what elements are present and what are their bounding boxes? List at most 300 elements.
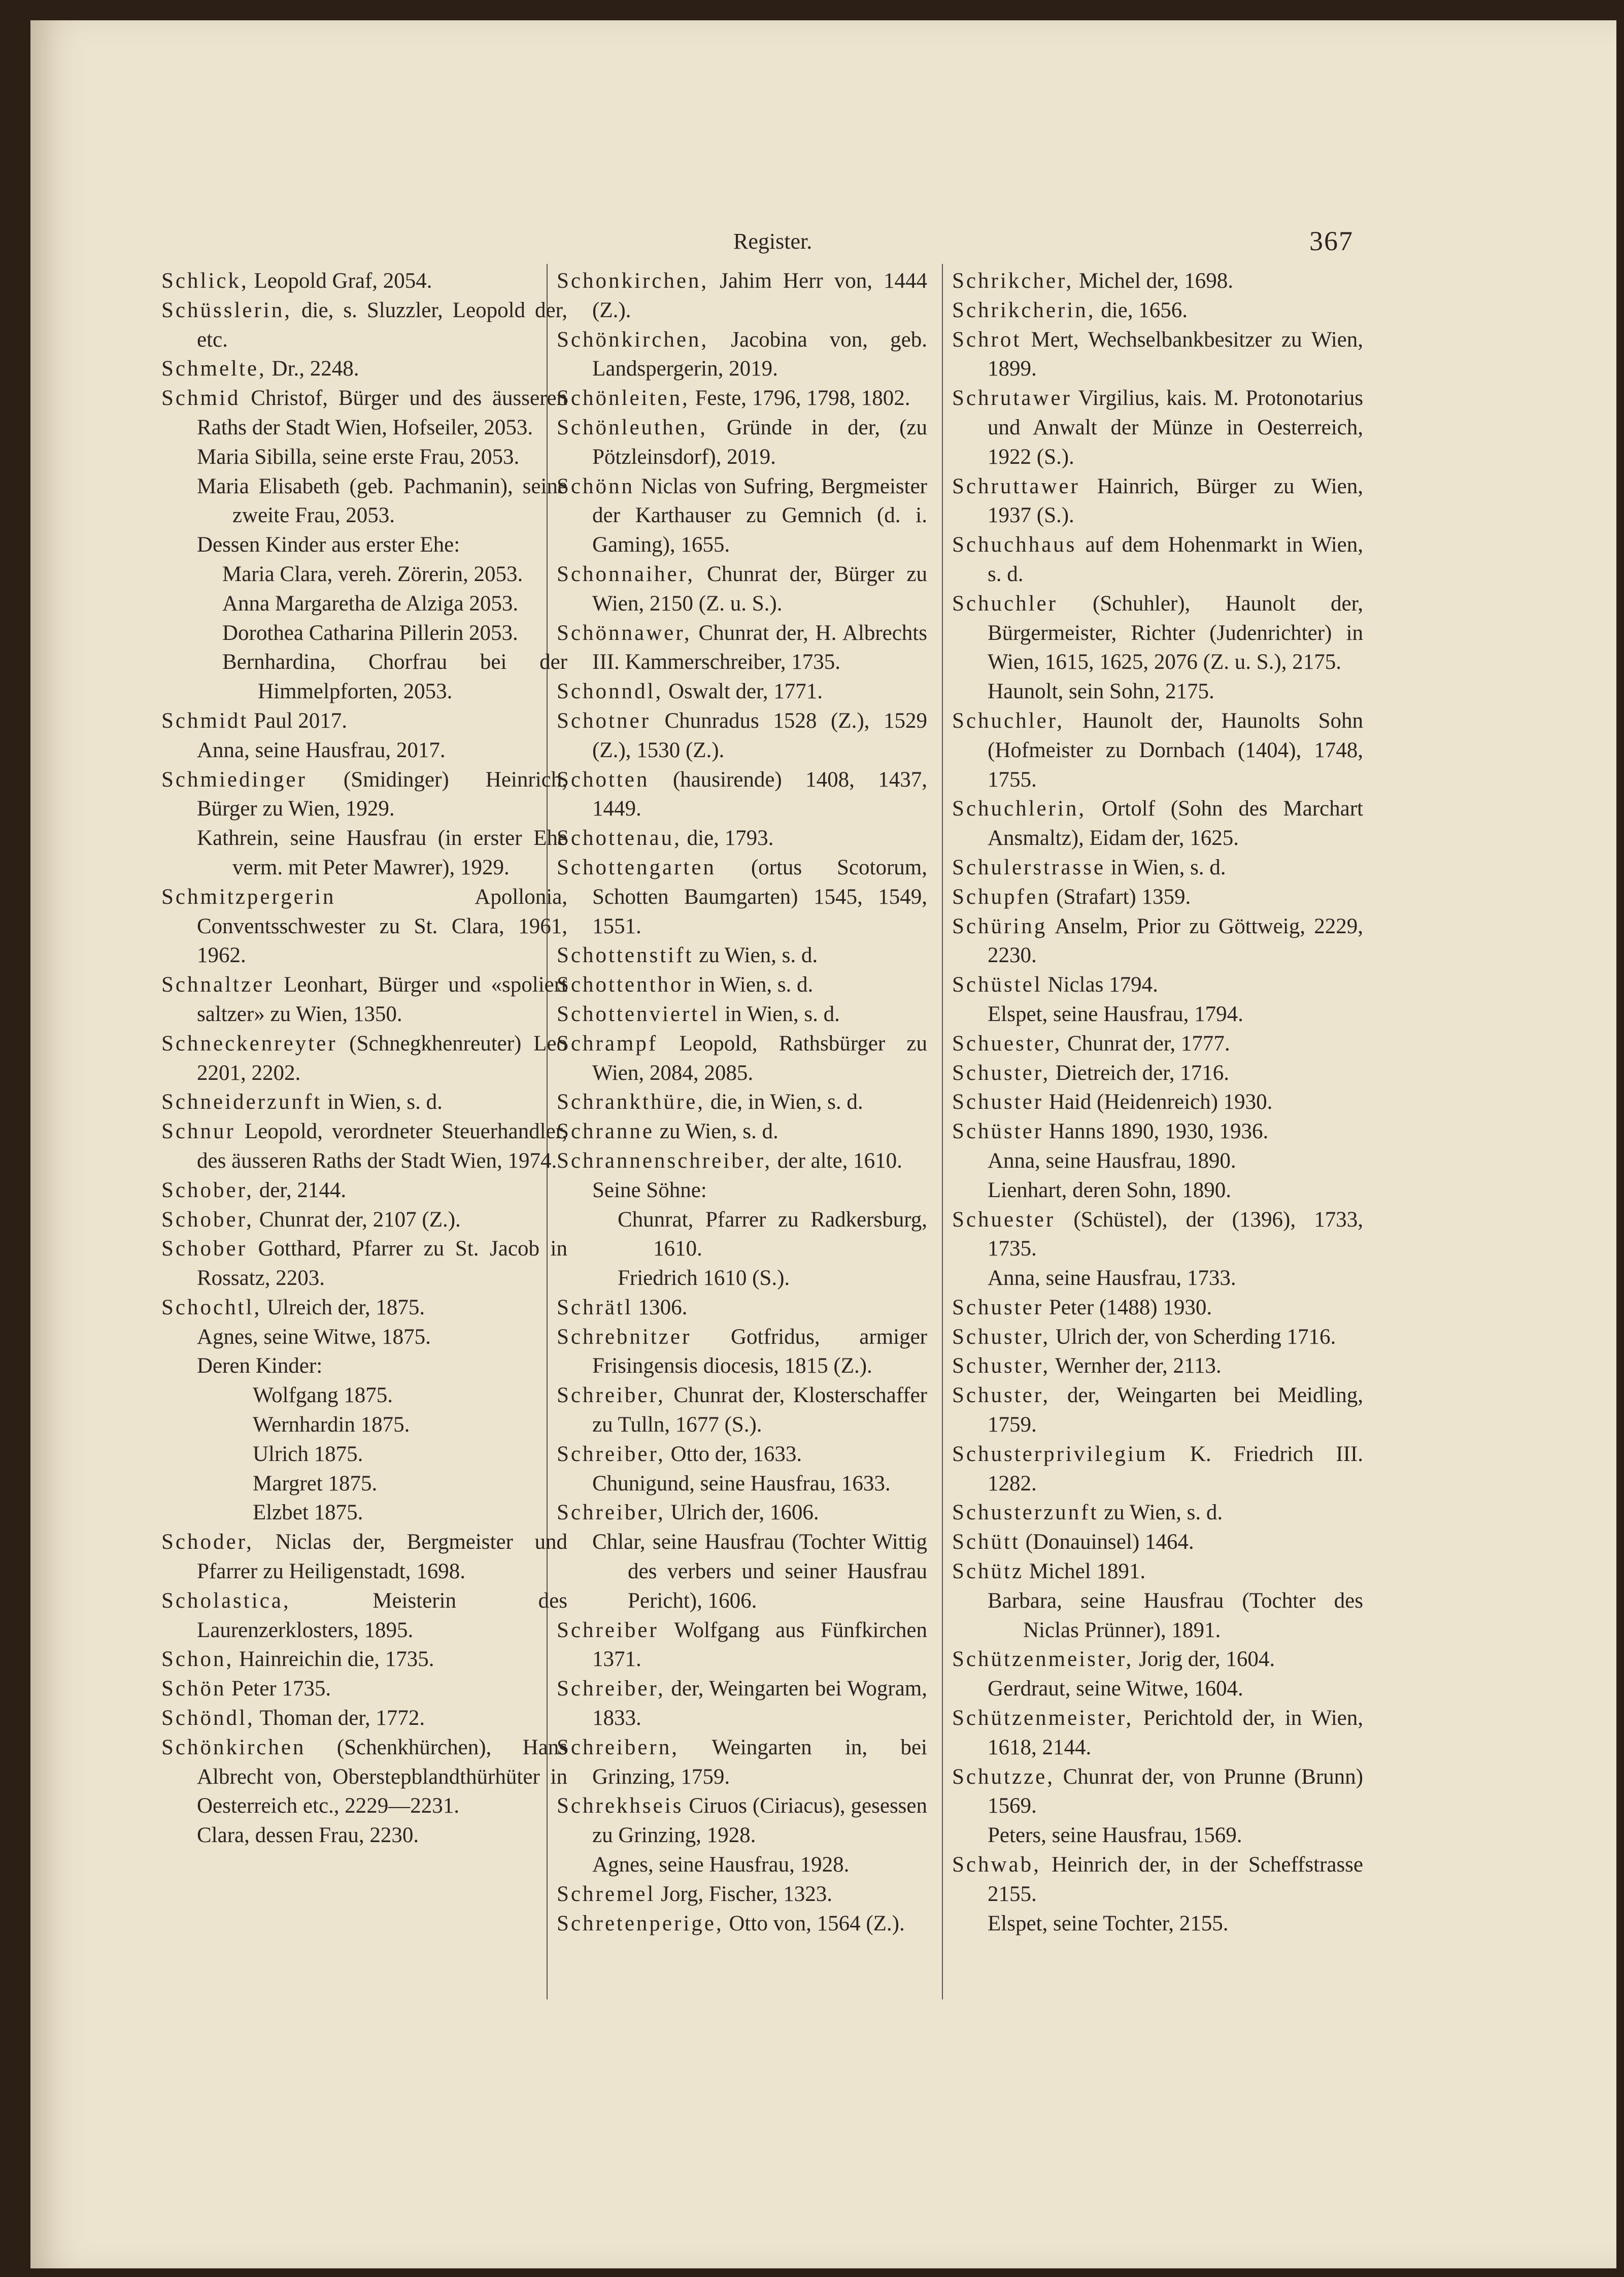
entry-text: Gerdraut, seine Witwe, 1604.: [988, 1677, 1243, 1701]
entry-text: Jorg, Fischer, 1323.: [655, 1882, 833, 1906]
entry-head: Schreiber,: [557, 1677, 665, 1701]
entry-head: Schottengarten: [557, 855, 716, 879]
entry-text: Haunolt der, Haunolts Sohn (Hofmeister zu Dornbach (1404), 1748, 1755.: [988, 708, 1363, 792]
entry-head: Schuchlerin,: [952, 797, 1087, 821]
entry-head: Schotner: [557, 708, 651, 733]
entry-text: Leopold, verordneter Steuerhandler, des äusseren Raths der Stadt Wien, 1974.: [197, 1119, 567, 1173]
index-entry: [557, 1733, 927, 1792]
entry-text: Niclas der, Bergmeister und Pfarrer zu Heiligenstadt, 1698.: [197, 1530, 567, 1584]
entry-text: Chunrat der, 2107 (Z.).: [253, 1207, 461, 1232]
entry-text: Haunolt, sein Sohn, 2175.: [988, 679, 1214, 704]
index-subentry: [952, 1264, 1363, 1293]
index-entry: [952, 794, 1363, 853]
entry-text: Gotthard, Pfarrer zu St. Jacob in Rossatz, 2203.: [197, 1237, 567, 1290]
index-subentry: [952, 677, 1363, 706]
entry-text: Chlar, seine Hausfrau (Tochter Wittig des verbers und seiner Hausfrau Pericht), 1606.: [592, 1530, 927, 1613]
index-subentry: [557, 1850, 927, 1880]
entry-text: Peters, seine Hausfrau, 1569.: [988, 1823, 1242, 1848]
entry-text: Maria Elisabeth (geb. Pachmanin), seine zweite Frau, 2053.: [197, 474, 567, 528]
entry-head: Schütt: [952, 1530, 1020, 1554]
entry-text: Anna, seine Hausfrau, 2017.: [197, 738, 446, 762]
entry-text: Deren Kinder:: [197, 1354, 323, 1378]
entry-text: Wolfgang 1875.: [253, 1383, 393, 1408]
index-entry: [161, 706, 567, 736]
entry-head: Schreiber,: [557, 1383, 665, 1408]
entry-text: Oswalt der, 1771.: [663, 679, 823, 704]
index-subentry: [557, 1469, 927, 1499]
index-entry: [557, 325, 927, 384]
entry-head: Schrätl: [557, 1295, 633, 1319]
index-entry: [557, 1616, 927, 1675]
entry-head: Schöndl,: [161, 1706, 255, 1730]
index-entry: [557, 1029, 927, 1088]
entry-head: Schreiber: [557, 1618, 659, 1642]
entry-head: Schoder,: [161, 1530, 254, 1554]
entry-head: Schmidt: [161, 708, 249, 733]
entry-text: Paul 2017.: [248, 708, 348, 733]
index-subentry: [952, 1909, 1363, 1939]
entry-text: die, 1793.: [681, 826, 774, 851]
entry-text: Ciruos (Ciriacus), gesessen zu Grinzing, 1928.: [592, 1794, 927, 1848]
index-entry: [161, 1586, 567, 1645]
entry-text: Leopold Graf, 2054.: [248, 269, 432, 293]
entry-text: in Wien, s. d.: [1105, 855, 1226, 879]
entry-text: der alte, 1610.: [772, 1148, 902, 1173]
index-entry: [557, 619, 927, 677]
index-entry: [161, 1087, 567, 1117]
entry-text: (ortus Scotorum, Schotten Baumgarten) 1545, 1549, 1551.: [592, 855, 927, 938]
entry-head: Schreibern,: [557, 1735, 680, 1759]
index-entry: [952, 1029, 1363, 1059]
index-entry: [557, 560, 927, 619]
index-entry: [952, 1293, 1363, 1322]
entry-text: in Wien, s. d.: [719, 1002, 840, 1026]
index-entry: [952, 589, 1363, 677]
entry-head: Schutzze,: [952, 1764, 1055, 1789]
index-entry: [952, 970, 1363, 1000]
entry-head: Schon,: [161, 1647, 234, 1672]
entry-text: (Donauinsel) 1464.: [1020, 1530, 1194, 1554]
index-subentry: [161, 1410, 567, 1440]
index-entry: [952, 472, 1363, 531]
index-entry: [952, 1440, 1363, 1499]
entry-head: Schuester: [952, 1207, 1056, 1232]
index-subentry: [161, 1821, 567, 1850]
entry-text: Peter (1488) 1930.: [1043, 1295, 1212, 1319]
index-subentry: [161, 1440, 567, 1469]
column-divider: [942, 264, 943, 1999]
entry-text: Kathrein, seine Hausfrau (in erster Ehe verm. mit Peter Mawrer), 1929.: [197, 826, 567, 879]
index-entry: [952, 1205, 1363, 1264]
index-subentry: [161, 619, 567, 648]
entry-head: Schuster,: [952, 1354, 1051, 1378]
entry-head: Schotten: [557, 767, 650, 792]
entry-text: Dietreich der, 1716.: [1050, 1061, 1230, 1085]
entry-text: Elspet, seine Hausfrau, 1794.: [988, 1002, 1243, 1026]
index-entry: [557, 1117, 927, 1146]
index-entry: [557, 1440, 927, 1469]
entry-head: Schüring: [952, 914, 1047, 938]
entry-head: Schütz: [952, 1559, 1024, 1584]
index-subentry: [161, 1498, 567, 1527]
entry-text: Chunrat der, H. Albrechts III. Kammerschreiber, 1735.: [592, 621, 927, 674]
index-entry: [161, 1117, 567, 1176]
index-entry: [161, 384, 567, 443]
entry-text: (Schuhler), Haunolt der, Bürgermeister, Richter (Judenrichter) in Wien, 1615, 1625, 2076 (Z. u. S.), 2175.: [988, 591, 1363, 674]
entry-head: Schuester,: [952, 1031, 1062, 1056]
index-entry: [952, 384, 1363, 471]
entry-head: Schüstel: [952, 973, 1042, 997]
index-entry: [952, 912, 1363, 971]
entry-head: Schneiderzunft: [161, 1090, 322, 1114]
entry-text: Elspet, seine Tochter, 2155.: [988, 1911, 1229, 1935]
entry-text: Meisterin des Laurenzerklosters, 1895.: [197, 1588, 567, 1642]
entry-text: in Wien, s. d.: [692, 973, 814, 997]
entry-head: Schönnawer,: [557, 621, 692, 645]
index-subentry: [161, 1381, 567, 1410]
entry-text: (Strafart) 1359.: [1051, 885, 1191, 909]
entry-head: Schremel: [557, 1882, 656, 1906]
entry-text: Ortolf (Sohn des Marchart Ansmaltz), Eidam der, 1625.: [988, 797, 1363, 851]
index-entry: [557, 1381, 927, 1440]
index-entry: [557, 1000, 927, 1029]
index-entry: [161, 266, 567, 296]
entry-text: Chunrat der, 1777.: [1062, 1031, 1230, 1056]
entry-text: Chunigund, seine Hausfrau, 1633.: [592, 1471, 891, 1496]
index-column-2: [557, 266, 927, 1938]
entry-text: Otto von, 1564 (Z.).: [723, 1911, 905, 1935]
entry-text: Jacobina von, geb. Landspergerin, 2019.: [592, 327, 927, 381]
entry-text: Dr., 2248.: [266, 357, 359, 381]
entry-text: Ulrich der, von Scherding 1716.: [1050, 1324, 1336, 1349]
entry-text: in Wien, s. d.: [322, 1090, 443, 1114]
entry-text: Chunrat der, Klosterschaffer zu Tulln, 1677 (S.).: [592, 1383, 927, 1437]
index-entry: [952, 1117, 1363, 1146]
entry-text: Lienhart, deren Sohn, 1890.: [988, 1178, 1232, 1202]
entry-text: Leonhart, Bürger und «spoliert saltzer» zu Wien, 1350.: [197, 973, 567, 1026]
entry-text: K. Friedrich III. 1282.: [988, 1442, 1363, 1496]
index-entry: [557, 1322, 927, 1381]
entry-text: Agnes, seine Hausfrau, 1928.: [592, 1853, 850, 1877]
entry-head: Schober,: [161, 1178, 254, 1202]
index-subentry: [161, 530, 567, 560]
index-entry: [557, 472, 927, 560]
index-entry: [952, 1527, 1363, 1557]
index-entry: [952, 1557, 1363, 1586]
index-entry: [161, 1234, 567, 1293]
index-entry: [161, 1645, 567, 1674]
entry-head: Schuster,: [952, 1383, 1051, 1408]
index-entry: [557, 1880, 927, 1909]
index-entry: [557, 706, 927, 765]
entry-text: Hanns 1890, 1930, 1936.: [1043, 1119, 1269, 1144]
entry-text: Hainrich, Bürger zu Wien, 1937 (S.).: [988, 474, 1363, 528]
entry-head: Schrannenschreiber,: [557, 1148, 772, 1173]
index-entry: [557, 970, 927, 1000]
index-entry: [952, 882, 1363, 912]
index-subentry: [161, 1351, 567, 1381]
entry-head: Schonkirchen,: [557, 269, 709, 293]
entry-head: Schonndl,: [557, 679, 663, 704]
entry-head: Schönn: [557, 474, 634, 498]
entry-text: Ulreich der, 1875.: [261, 1295, 425, 1319]
entry-head: Schreiber,: [557, 1442, 665, 1466]
index-entry: [161, 882, 567, 970]
entry-text: auf dem Hohenmarkt in Wien, s. d.: [988, 533, 1363, 586]
entry-text: die, s. Sluzzler, Leopold der, etc.: [197, 298, 567, 352]
index-subentry: [557, 1527, 927, 1615]
entry-head: Schottenviertel: [557, 1002, 720, 1026]
entry-text: Anna, seine Hausfrau, 1890.: [988, 1148, 1236, 1173]
index-entry: [557, 1909, 927, 1939]
index-entry: [952, 706, 1363, 794]
entry-head: Schober: [161, 1237, 247, 1261]
entry-head: Schrankthüre,: [557, 1090, 705, 1114]
entry-head: Schottenau,: [557, 826, 682, 851]
entry-text: der, Weingarten bei Meidling, 1759.: [988, 1383, 1363, 1437]
page-number: 367: [1309, 226, 1354, 256]
index-entry: [952, 530, 1363, 589]
entry-head: Schrebnitzer: [557, 1324, 692, 1349]
index-subentry: [952, 1176, 1363, 1205]
entry-head: Schlick,: [161, 269, 249, 293]
entry-head: Schonnaiher,: [557, 562, 695, 586]
index-column-1: [161, 266, 567, 1850]
index-subentry: [557, 1176, 927, 1205]
entry-text: Gründe in der, (zu Pötzleinsdorf), 2019.: [592, 415, 927, 469]
running-head: Register.: [733, 229, 813, 254]
index-entry: [952, 1498, 1363, 1527]
index-entry: [557, 941, 927, 970]
entry-head: Schrikcher,: [952, 269, 1074, 293]
entry-text: Jorig der, 1604.: [1133, 1647, 1275, 1672]
index-entry: [952, 1762, 1363, 1821]
index-subentry: [952, 1586, 1363, 1645]
entry-text: Apollonia, Conventsschwester zu St. Clara, 1961, 1962.: [197, 885, 567, 968]
entry-text: Margret 1875.: [253, 1471, 378, 1496]
entry-head: Schönkirchen,: [557, 327, 709, 352]
index-subentry: [952, 1674, 1363, 1704]
entry-text: Chunrat der, Bürger zu Wien, 2150 (Z. u. S.).: [592, 562, 927, 616]
entry-text: Chunradus 1528 (Z.), 1529 (Z.), 1530 (Z.).: [592, 708, 927, 762]
entry-text: Bernhardina, Chorfrau bei der Himmelpforten, 2053.: [222, 650, 567, 704]
entry-head: Schrot: [952, 327, 1022, 352]
index-subentry: [161, 1322, 567, 1352]
entry-head: Schrekhseis: [557, 1794, 684, 1818]
index-entry: [161, 1029, 567, 1088]
index-entry: [161, 1733, 567, 1821]
entry-text: (Schnegkhenreuter) Leo 2201, 2202.: [197, 1031, 567, 1085]
index-subentry: [952, 1146, 1363, 1176]
entry-text: Wolfgang aus Fünfkirchen 1371.: [592, 1618, 927, 1672]
index-entry: [952, 1704, 1363, 1762]
index-entry: [557, 824, 927, 853]
entry-text: Niclas 1794.: [1042, 973, 1158, 997]
entry-head: Schottenstift: [557, 943, 694, 968]
index-entry: [161, 1293, 567, 1322]
entry-head: Schuster: [952, 1295, 1044, 1319]
entry-head: Schuster: [952, 1090, 1044, 1114]
index-entry: [952, 853, 1363, 882]
entry-head: Schnaltzer: [161, 973, 274, 997]
entry-head: Schupfen: [952, 885, 1051, 909]
index-entry: [161, 1176, 567, 1205]
entry-text: Ulrich der, 1606.: [665, 1501, 819, 1525]
entry-head: Schmelte,: [161, 357, 266, 381]
index-entry: [557, 1293, 927, 1322]
entry-head: Schulerstrasse: [952, 855, 1105, 879]
entry-text: zu Wien, s. d.: [693, 943, 818, 968]
index-entry: [557, 677, 927, 706]
index-entry: [952, 1645, 1363, 1674]
entry-text: Wernhardin 1875.: [253, 1413, 410, 1437]
entry-head: Schrikcherin,: [952, 298, 1096, 322]
entry-text: Heinrich der, in der Scheffstrasse 2155.: [988, 1853, 1363, 1906]
index-entry: [952, 325, 1363, 384]
entry-text: die, 1656.: [1095, 298, 1188, 322]
entry-head: Schrutawer: [952, 386, 1072, 411]
entry-text: Agnes, seine Witwe, 1875.: [197, 1324, 431, 1349]
entry-head: Scholastica,: [161, 1588, 291, 1613]
entry-text: zu Wien, s. d.: [1098, 1501, 1223, 1525]
entry-text: Otto der, 1633.: [665, 1442, 802, 1466]
entry-head: Schmitzpergerin: [161, 885, 336, 909]
entry-head: Schwab,: [952, 1853, 1041, 1877]
entry-head: Schusterzunft: [952, 1501, 1099, 1525]
entry-text: Jahim Herr von, 1444 (Z.).: [592, 269, 927, 322]
entry-text: Anna, seine Hausfrau, 1733.: [988, 1266, 1236, 1290]
index-subentry: [952, 1821, 1363, 1850]
entry-text: Barbara, seine Hausfrau (Tochter des Niclas Prünner), 1891.: [988, 1588, 1363, 1642]
index-entry: [952, 1087, 1363, 1117]
entry-text: Wernher der, 2113.: [1050, 1354, 1222, 1378]
index-entry: [161, 296, 567, 355]
entry-head: Schruttawer: [952, 474, 1080, 498]
entry-text: (hausirende) 1408, 1437, 1449.: [592, 767, 927, 821]
entry-head: Schranne: [557, 1119, 654, 1144]
entry-head: Schrampf: [557, 1031, 658, 1056]
entry-head: Schüsslerin,: [161, 298, 292, 322]
entry-head: Schuster,: [952, 1324, 1051, 1349]
index-subentry: [557, 1205, 927, 1264]
entry-head: Schönleuthen,: [557, 415, 707, 439]
entry-text: Peter 1735.: [226, 1677, 331, 1701]
index-entry: [952, 1351, 1363, 1381]
index-subentry: [161, 472, 567, 531]
index-entry: [161, 1674, 567, 1704]
entry-head: Schreiber,: [557, 1501, 665, 1525]
entry-text: Feste, 1796, 1798, 1802.: [689, 386, 910, 411]
entry-text: Elzbet 1875.: [253, 1501, 363, 1525]
index-entry: [161, 1704, 567, 1733]
entry-head: Schnur: [161, 1119, 235, 1144]
entry-text: (Schüstel), der (1396), 1733, 1735.: [988, 1207, 1363, 1261]
index-entry: [557, 266, 927, 325]
entry-text: Anna Margaretha de Alziga 2053.: [222, 591, 519, 616]
index-subentry: [161, 560, 567, 589]
index-entry: [557, 765, 927, 824]
index-entry: [161, 354, 567, 384]
entry-text: Maria Sibilla, seine erste Frau, 2053.: [197, 445, 520, 469]
entry-head: Schmid: [161, 386, 241, 411]
index-entry: [557, 853, 927, 941]
entry-head: Schönleiten,: [557, 386, 690, 411]
entry-text: Michel der, 1698.: [1073, 269, 1234, 293]
index-subentry: [161, 1469, 567, 1499]
entry-text: Leopold, Rathsbürger zu Wien, 2084, 2085.: [592, 1031, 927, 1085]
page-header: [30, 228, 1616, 259]
entry-text: Dessen Kinder aus erster Ehe:: [197, 533, 460, 557]
index-entry: [161, 970, 567, 1029]
entry-text: Haid (Heidenreich) 1930.: [1043, 1090, 1273, 1114]
index-column-3: [952, 266, 1363, 1938]
entry-text: Virgilius, kais. M. Protonotarius und Anwalt der Münze in Oesterreich, 1922 (S.).: [988, 386, 1363, 469]
entry-text: Chunrat, Pfarrer zu Radkersburg, 1610.: [618, 1207, 927, 1261]
entry-head: Schuchhaus: [952, 533, 1077, 557]
entry-text: Thoman der, 1772.: [254, 1706, 425, 1730]
index-entry: [952, 296, 1363, 325]
index-entry: [952, 1059, 1363, 1088]
entry-head: Schuchler: [952, 591, 1058, 616]
index-entry: [952, 266, 1363, 296]
entry-text: (Schenkhürchen), Hans Albrecht von, Oberstерblandthürhüter in Oesterreich etc., 2229—2231.: [197, 1735, 567, 1818]
entry-head: Schützenmeister,: [952, 1647, 1134, 1672]
index-subentry: [161, 736, 567, 765]
entry-text: Perichtold der, in Wien, 1618, 2144.: [988, 1706, 1363, 1759]
entry-head: Schober,: [161, 1207, 254, 1232]
index-entry: [952, 1381, 1363, 1440]
entry-head: Schneckenreyter: [161, 1031, 337, 1056]
index-entry: [952, 1322, 1363, 1352]
entry-head: Schusterprivilegium: [952, 1442, 1168, 1466]
index-entry: [557, 1791, 927, 1850]
entry-text: Anselm, Prior zu Göttweig, 2229, 2230.: [988, 914, 1363, 968]
index-subentry: [557, 1264, 927, 1293]
index-subentry: [161, 824, 567, 882]
index-entry: [557, 1498, 927, 1527]
entry-text: Niclas von Sufring, Bergmeister der Karthauser zu Gemnich (d. i. Gaming), 1655.: [592, 474, 927, 557]
index-subentry: [952, 1000, 1363, 1029]
entry-text: Weingarten in, bei Grinzing, 1759.: [592, 1735, 927, 1789]
entry-head: Schön: [161, 1677, 226, 1701]
entry-head: Schmiedinger: [161, 767, 307, 792]
entry-head: Schützenmeister,: [952, 1706, 1134, 1730]
index-subentry: [161, 648, 567, 706]
entry-head: Schochtl,: [161, 1295, 262, 1319]
entry-head: Schönkirchen: [161, 1735, 306, 1759]
entry-head: Schottenthor: [557, 973, 693, 997]
entry-text: Chunrat der, von Prunne (Brunn) 1569.: [988, 1764, 1363, 1818]
index-entry: [557, 1087, 927, 1117]
entry-text: (Smidinger) Heinrich, Bürger zu Wien, 1929.: [197, 767, 567, 821]
entry-text: Gotfridus, armiger Frisingensis diocesis, 1815 (Z.).: [592, 1324, 927, 1378]
index-entry: [161, 1205, 567, 1235]
index-entry: [557, 1674, 927, 1733]
entry-text: 1306.: [632, 1295, 688, 1319]
entry-text: Christof, Bürger und des äusseren Raths der Stadt Wien, Hofseiler, 2053.: [197, 386, 567, 439]
entry-text: Michel 1891.: [1024, 1559, 1146, 1584]
entry-text: Friedrich 1610 (S.).: [618, 1266, 790, 1290]
entry-head: Schuster,: [952, 1061, 1051, 1085]
index-entry: [952, 1850, 1363, 1909]
entry-text: der, 2144.: [253, 1178, 347, 1202]
entry-text: Mert, Wechselbankbesitzer zu Wien, 1899.: [988, 327, 1363, 381]
entry-head: Schuchler,: [952, 708, 1064, 733]
entry-head: Schretenperige,: [557, 1911, 724, 1935]
entry-text: der, Weingarten bei Wogram, 1833.: [592, 1677, 927, 1730]
entry-text: die, in Wien, s. d.: [705, 1090, 863, 1114]
entry-text: Maria Clara, vereh. Zörerin, 2053.: [222, 562, 523, 586]
